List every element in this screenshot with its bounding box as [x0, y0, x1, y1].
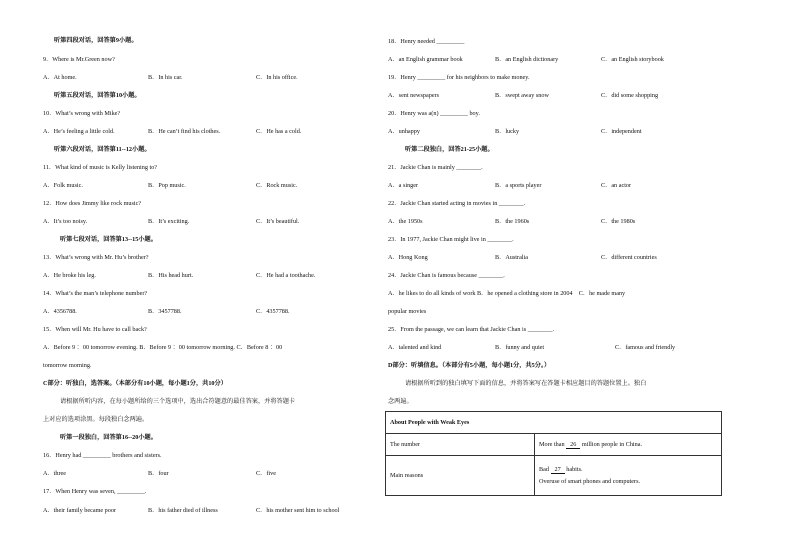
question-12: 12．How does Jimmy like rock music?	[43, 200, 142, 207]
option-a: A．sent newspapers	[388, 92, 440, 99]
question-22: 22．Jackie Chan started acting in movies in ________.	[388, 200, 526, 207]
question-19: 19．Henry _________ for his neighbors to make money.	[388, 74, 530, 81]
option-c: C．an actor	[601, 182, 632, 189]
option-b: B．In his car.	[148, 74, 183, 81]
option-c: C．In his office.	[256, 74, 298, 81]
option-c: C．famous and friendly	[615, 344, 676, 351]
table-row-label: The number	[386, 434, 535, 456]
question-24-options-cont: popular movies	[388, 308, 427, 315]
section-heading: 听第六段对话，回答第11--12小题。	[54, 146, 151, 153]
option-a: A．At home.	[43, 74, 77, 81]
row1-suffix: million people in China.	[581, 441, 643, 448]
table-row-value	[535, 434, 722, 456]
option-a: A．a singer	[388, 182, 419, 189]
option-b: B．He can’t find his clothes.	[148, 128, 221, 135]
question-23: 23．In 1977, Jackie Chan might live in ________.	[388, 236, 514, 243]
option-c: C．4357788.	[256, 308, 290, 315]
option-a: A．the 1950s	[388, 218, 423, 225]
option-b: B．Pop music.	[148, 182, 186, 189]
part-d-instructions: 请根据所听到的独白填写下面的信息，并将答案写在答题卡相应题目的答题位置上。独白	[405, 380, 647, 387]
option-a: A．4356788.	[43, 308, 77, 315]
option-a: A．their family became poor	[43, 507, 117, 514]
option-b: B．his father died of illness	[148, 507, 218, 514]
option-c: C．an English storybook	[601, 56, 664, 63]
option-c: C．He had a toothache.	[256, 272, 316, 279]
question-15-options-cont: tomorrow morning.	[43, 362, 92, 369]
option-a: A．It’s too noisy.	[43, 218, 88, 225]
question-25: 25．From the passage, we can learn that Jackie Chan is ________.	[388, 326, 554, 333]
question-18: 18．Henry needed _________	[388, 38, 465, 45]
option-a: A．talented and kind	[388, 344, 442, 351]
question-13: 13．What’s wrong with Mr. Hu’s brother?	[43, 254, 149, 261]
section-heading: 听第五段对话，回答第10小题。	[54, 92, 141, 99]
question-16: 16．Henry had _________ brothers and sisters.	[43, 452, 162, 459]
part-c-instructions: 请根据所听内容，在每小题所给的三个选项中，选出合符题意的最佳答案，并将答题卡	[60, 398, 296, 405]
part-d-instructions-cont: 念两遍。	[388, 398, 413, 405]
option-a: A．Folk music.	[43, 182, 83, 189]
row2-line2: Overuse of smart phones and computers.	[539, 477, 641, 485]
option-c: C．It’s beautiful.	[256, 218, 300, 225]
table-row-label: Main reasons	[386, 456, 535, 496]
option-b: B．funny and quiet	[495, 344, 545, 351]
question-9: 9．Where is Mr.Green now?	[43, 56, 115, 63]
blank-27: 27	[551, 466, 565, 474]
row2-suffix: habits.	[566, 465, 583, 473]
question-10: 10．What’s wrong with Mike?	[43, 110, 121, 117]
option-c: C．five	[256, 470, 276, 477]
option-c: C．did some shopping	[601, 92, 659, 99]
option-a: A．He broke his leg.	[43, 272, 96, 279]
part-d-heading: D部分：听填信息。（本部分有5小题，每小题1分，共5分。）	[388, 362, 551, 369]
question-24-options: A．he likes to do all kinds of work B．he opened a clothing store in 2004 C．he made many	[388, 290, 626, 297]
option-b: B．a sports player	[495, 182, 542, 189]
section-heading: 听第四段对话，回答第9小题。	[54, 37, 138, 44]
question-24: 24．Jackie Chan is famous because ________.	[388, 272, 505, 279]
question-14: 14．What’s the man’s telephone number?	[43, 290, 148, 297]
question-15: 15．When will Mr. Hu have to call back?	[43, 326, 147, 333]
question-17: 17．When Henry was seven, _________.	[43, 488, 147, 495]
question-20: 20．Henry was a(n) _________ boy.	[388, 110, 480, 117]
option-c: C．the 1980s	[601, 218, 636, 225]
option-b: B．lucky	[495, 128, 520, 135]
table-row-value	[535, 456, 722, 496]
option-b: B．It’s exciting.	[148, 218, 190, 225]
row2-prefix: Bad	[539, 465, 549, 473]
option-b: B．four	[148, 470, 169, 477]
option-c: C．Rock music.	[256, 182, 298, 189]
option-a: A．three	[43, 470, 67, 477]
option-b: B．the 1960s	[495, 218, 530, 225]
table-title: About People with Weak Eyes	[386, 412, 722, 434]
option-c: C．independent	[601, 128, 642, 135]
option-b: B．an English dictionary	[495, 56, 559, 63]
option-a: A．Hong Kong	[388, 254, 428, 261]
row1-prefix: More than	[539, 441, 565, 448]
option-b: B．swept away snow	[495, 92, 549, 99]
option-a: A．an English grammar book	[388, 56, 463, 63]
option-c: C．his mother sent him to school	[256, 507, 340, 514]
option-c: C．different countries	[601, 254, 657, 261]
option-b: B．Australia	[495, 254, 528, 261]
blank-26: 26	[566, 441, 580, 449]
option-a: A．unhappy	[388, 128, 420, 135]
section-heading: 听第七段对话，回答第13--15小题。	[60, 236, 157, 243]
option-a: A．He’s feeling a little cold.	[43, 128, 115, 135]
option-b: B．His head hurt.	[148, 272, 194, 279]
part-c-heading: C部分：听独白，选答案。（本部分有10小题，每小题1分，共10分）	[43, 380, 227, 387]
option-c: C．He has a cold.	[256, 128, 302, 135]
section-heading: 听第一段独白，回答第16--20小题。	[60, 434, 157, 441]
question-11: 11．What kind of music is Kelly listening to?	[43, 164, 158, 171]
option-b: B．3457788.	[148, 308, 182, 315]
weak-eyes-info-table	[385, 411, 722, 496]
section-heading: 听第二段独白，回答21-25小题。	[405, 146, 494, 153]
part-c-instructions-cont: 上对应的选项涂黑。每段独白念两遍。	[43, 416, 149, 423]
question-15-options: A．Before 9 ：00 tomorrow evening. B．Before 9 ：00 tomorrow morning. C．Before 8 ：00	[43, 344, 283, 351]
question-21: 21．Jackie Chan is mainly ________.	[388, 164, 483, 171]
